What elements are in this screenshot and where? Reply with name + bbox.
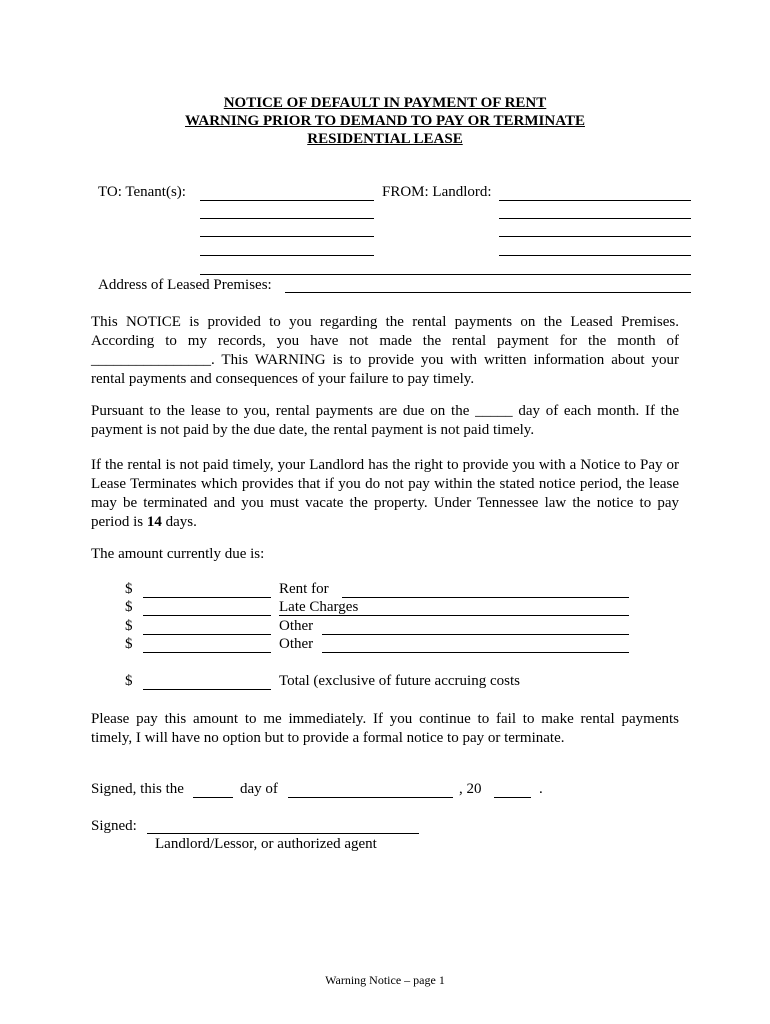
tenant-name-field-2[interactable] xyxy=(200,218,374,219)
late-charges-field[interactable] xyxy=(279,615,629,616)
signed-year-field[interactable] xyxy=(494,797,531,798)
rent-amount-field[interactable] xyxy=(143,597,271,598)
page-footer: Warning Notice – page 1 xyxy=(325,973,445,987)
currency-symbol: $ xyxy=(125,599,133,615)
tenant-name-field-1[interactable] xyxy=(200,200,374,201)
amount-row-label: Rent for xyxy=(279,581,329,597)
document-title-line-3: RESIDENTIAL LEASE xyxy=(307,131,463,147)
currency-symbol: $ xyxy=(125,581,133,597)
address-label: Address of Leased Premises: xyxy=(98,277,272,293)
currency-symbol: $ xyxy=(125,618,133,634)
late-charges-amount-field[interactable] xyxy=(143,615,271,616)
signed-month-field[interactable] xyxy=(288,797,453,798)
amount-row-label: Other xyxy=(279,618,314,634)
landlord-name-field-3[interactable] xyxy=(499,236,691,237)
day-of-label: day of xyxy=(240,781,278,797)
landlord-label: FROM: Landlord: xyxy=(382,184,492,200)
date-period: . xyxy=(539,781,543,797)
signed-day-field[interactable] xyxy=(193,797,233,798)
paragraph-closing: Please pay this amount to me immediately. If you continue to fail to make rental payments timely, I will have no option but to provide a formal notice to pay or terminate. xyxy=(91,711,679,746)
paragraph-due-date: Pursuant to the lease to you, rental payments are due on the _____ day of each month. If the payment is not paid by the due date, the rental payment is not paid timely. xyxy=(91,403,679,438)
other-amount-field-1[interactable] xyxy=(143,634,271,635)
total-amount-field[interactable] xyxy=(143,689,271,690)
year-prefix: , 20 xyxy=(459,781,482,797)
currency-symbol: $ xyxy=(125,636,133,652)
landlord-name-field-1[interactable] xyxy=(499,200,691,201)
signer-caption: Landlord/Lessor, or authorized agent xyxy=(155,836,377,852)
paragraph-consequences: If the rental is not paid timely, your Landlord has the right to provide you with a Notice to Pay or Lease Terminates which provides that if you do not pay within the stated notice period, the lease may be terminated and you must vacate the property. Under Tennessee law the notice to pay period is 14 days. xyxy=(91,457,679,530)
other-amount-field-2[interactable] xyxy=(143,652,271,653)
address-field-line-1[interactable] xyxy=(200,274,691,275)
tenant-name-field-4[interactable] xyxy=(200,255,374,256)
landlord-name-field-2[interactable] xyxy=(499,218,691,219)
other-description-field-2[interactable] xyxy=(322,652,629,653)
amount-row-label: Late Charges xyxy=(279,599,359,615)
rent-for-field[interactable] xyxy=(342,597,629,598)
signed-label: Signed: xyxy=(91,818,137,834)
tenant-label: TO: Tenant(s): xyxy=(98,184,186,200)
paragraph-notice: This NOTICE is provided to you regarding the rental payments on the Leased Premises. According to my records, you have not made the rental payment for the month of ________________. This WARNING is to provide you with written information about your rental payments and consequences of your failure to pay timely. xyxy=(91,314,679,387)
notice-days: 14 xyxy=(146,514,162,530)
signed-this-label: Signed, this the xyxy=(91,781,184,797)
other-description-field-1[interactable] xyxy=(322,634,629,635)
document-title-line-1: NOTICE OF DEFAULT IN PAYMENT OF RENT xyxy=(223,95,547,111)
tenant-name-field-3[interactable] xyxy=(200,236,374,237)
amount-row-label: Other xyxy=(279,636,314,652)
total-label: Total (exclusive of future accruing costs xyxy=(279,673,520,689)
address-field-line-2[interactable] xyxy=(285,292,691,293)
landlord-name-field-4[interactable] xyxy=(499,255,691,256)
document-title-line-2: WARNING PRIOR TO DEMAND TO PAY OR TERMINATE xyxy=(185,113,585,129)
amount-intro: The amount currently due is: xyxy=(91,546,265,562)
signature-field[interactable] xyxy=(147,833,419,834)
currency-symbol: $ xyxy=(125,673,133,689)
